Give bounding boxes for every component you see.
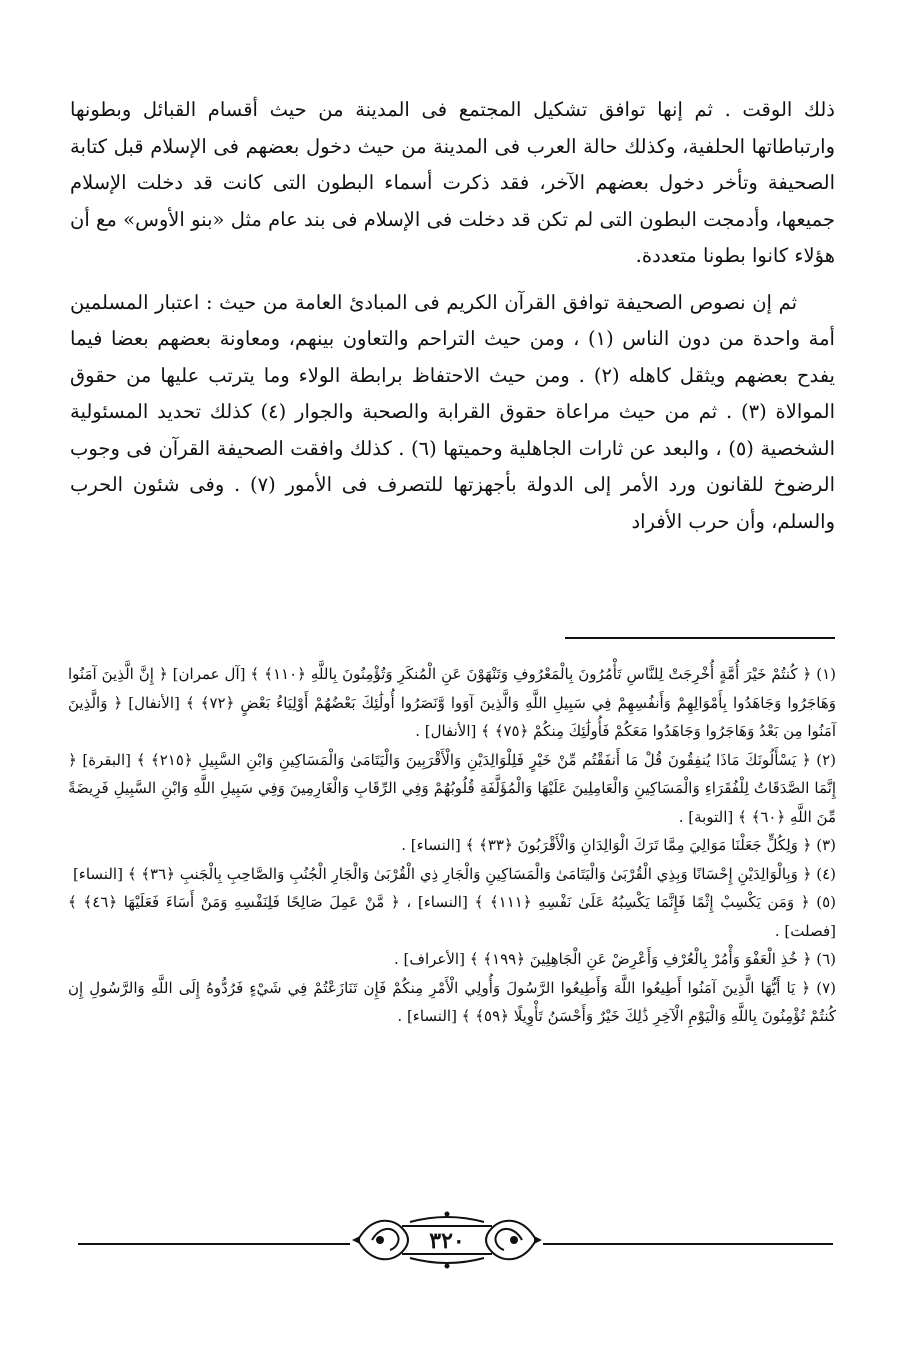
footnote: (٢) ﴿ يَسْأَلُونَكَ مَاذَا يُنفِقُونَ قُلْ مَا أَنفَقْتُم مِّنْ خَيْرٍ فَلِلْوَالِدَيْنِ وَالْأَقْرَبِينَ وَالْيَتَامَىٰ وَالْمَسَاكِينِ وَابْنِ السَّبِيلِ ﴿٢١٥﴾ ﴾ [البقرة] ﴿ إِنَّمَا الصَّدَقَاتُ لِلْفُقَرَاءِ وَالْمَسَاكِينِ وَالْعَامِلِينَ عَلَيْهَا وَالْمُؤَلَّفَةِ قُلُوبُهُمْ وَفِي الرِّقَابِ وَالْغَارِمِينَ وَفِي سَبِيلِ اللَّهِ وَابْنِ السَّبِيلِ فَرِيضَةً مِّنَ اللَّهِ ﴿٦٠﴾ ﴾ [التوبة] . xyxy=(68,750,836,826)
footnotes xyxy=(68,660,836,1031)
page-number: ٣٢٠ xyxy=(429,1228,465,1254)
footnote: (٤) ﴿ وَبِالْوَالِدَيْنِ إِحْسَانًا وَبِذِي الْقُرْبَىٰ وَالْيَتَامَىٰ وَالْمَسَاكِينِ وَالْجَارِ ذِي الْقُرْبَىٰ وَالْجَارِ الْجُنُبِ وَالصَّاحِبِ بِالْجَنبِ ﴿٣٦﴾ ﴾ [النساء] xyxy=(72,864,836,883)
body-text xyxy=(70,92,835,540)
footnote: (١) ﴿ كُنتُمْ خَيْرَ أُمَّةٍ أُخْرِجَتْ لِلنَّاسِ تَأْمُرُونَ بِالْمَعْرُوفِ وَتَنْهَوْنَ عَنِ الْمُنكَرِ وَتُؤْمِنُونَ بِاللَّهِ ﴿١١٠﴾ ﴾ [آل عمران] ﴿ إِنَّ الَّذِينَ آمَنُوا وَهَاجَرُوا وَجَاهَدُوا بِأَمْوَالِهِمْ وَأَنفُسِهِمْ فِي سَبِيلِ اللَّهِ وَالَّذِينَ آوَوا وَّنَصَرُوا أُولَٰئِكَ بَعْضُهُمْ أَوْلِيَاءُ بَعْضٍ ﴿٧٢﴾ ﴾ [الأنفال] ﴿ وَالَّذِينَ آمَنُوا مِن بَعْدُ وَهَاجَرُوا وَجَاهَدُوا مَعَكُمْ فَأُولَٰئِكَ مِنكُمْ ﴿٧٥﴾ ﴾ [الأنفال] . xyxy=(68,665,837,740)
footnote: (٥) ﴿ وَمَن يَكْسِبْ إِثْمًا فَإِنَّمَا يَكْسِبُهُ عَلَىٰ نَفْسِهِ ﴿١١١﴾ ﴾ [النساء] ، ﴿ مَّنْ عَمِلَ صَالِحًا فَلِنَفْسِهِ وَمَنْ أَسَاءَ فَعَلَيْهَا ﴿٤٦﴾ ﴾ [فصلت] . xyxy=(68,893,836,940)
page-footer xyxy=(78,1208,833,1272)
footer-rule-right xyxy=(543,1243,833,1245)
footnote: (٣) ﴿ وَلِكُلٍّ جَعَلْنَا مَوَالِيَ مِمَّا تَرَكَ الْوَالِدَانِ وَالْأَقْرَبُونَ ﴿٣٣﴾ ﴾ [النساء] . xyxy=(401,836,836,854)
body-paragraph: ثم إن نصوص الصحيفة توافق القرآن الكريم فى المبادئ العامة من حيث : اعتبار المسلمين أمة واحدة من دون الناس (١) ، ومن حيث التراحم والتعاون بينهم، ومعاونة بعضهم بعضا فيما يفدح بعضهم ويثقل كاهله (٢) . ومن حيث الاحتفاظ برابطة الولاء وما يترتب عليها من حقوق الموالاة (٣) . ثم من حيث مراعاة حقوق القرابة والصحبة والجوار (٤) كذلك تحديد المسئولية الشخصية (٥) ، والبعد عن ثارات الجاهلية وحميتها (٦) . كذلك وافقت الصحيفة القرآن فى وجوب الرضوخ للقانون ورد الأمر إلى الدولة بأجهزتها للتصرف فى الأمور (٧) . وفى شئون الحرب والسلم، وأن حرب الأفراد xyxy=(70,290,835,533)
footer-rule-left xyxy=(78,1243,350,1245)
footnote-divider xyxy=(565,637,835,639)
body-paragraph: ذلك الوقت . ثم إنها توافق تشكيل المجتمع فى المدينة من حيث أقسام القبائل وبطونها وارتباطاتها الحلفية، وكذلك حالة العرب فى المدينة من حيث دخول بعضهم فى الإسلام قبل كتابة الصحيفة وتأخر دخول بعضهم الآخر، فقد ذكرت أسماء البطون التى كانت قد دخلت الإسلام جميعها، وأدمجت البطون التى لم تكن قد دخلت فى الإسلام فى بند عام مثل «بنو الأوس» مع أن هؤلاء كانوا بطونا متعددة. xyxy=(70,98,835,267)
page-number-ornament xyxy=(350,1208,544,1272)
footnote: (٧) ﴿ يَا أَيُّهَا الَّذِينَ آمَنُوا أَطِيعُوا اللَّهَ وَأَطِيعُوا الرَّسُولَ وَأُولِي الْأَمْرِ مِنكُمْ فَإِن تَنَازَعْتُمْ فِي شَيْءٍ فَرُدُّوهُ إِلَى اللَّهِ وَالرَّسُولِ إِن كُنتُمْ تُؤْمِنُونَ بِاللَّهِ وَالْيَوْمِ الْآخِرِ ذَٰلِكَ خَيْرٌ وَأَحْسَنُ تَأْوِيلًا ﴿٥٩﴾ ﴾ [النساء] . xyxy=(68,978,836,1025)
footnote: (٦) ﴿ خُذِ الْعَفْوَ وَأْمُرْ بِالْعُرْفِ وَأَعْرِضْ عَنِ الْجَاهِلِينَ ﴿١٩٩﴾ ﴾ [الأعراف] . xyxy=(394,950,836,968)
